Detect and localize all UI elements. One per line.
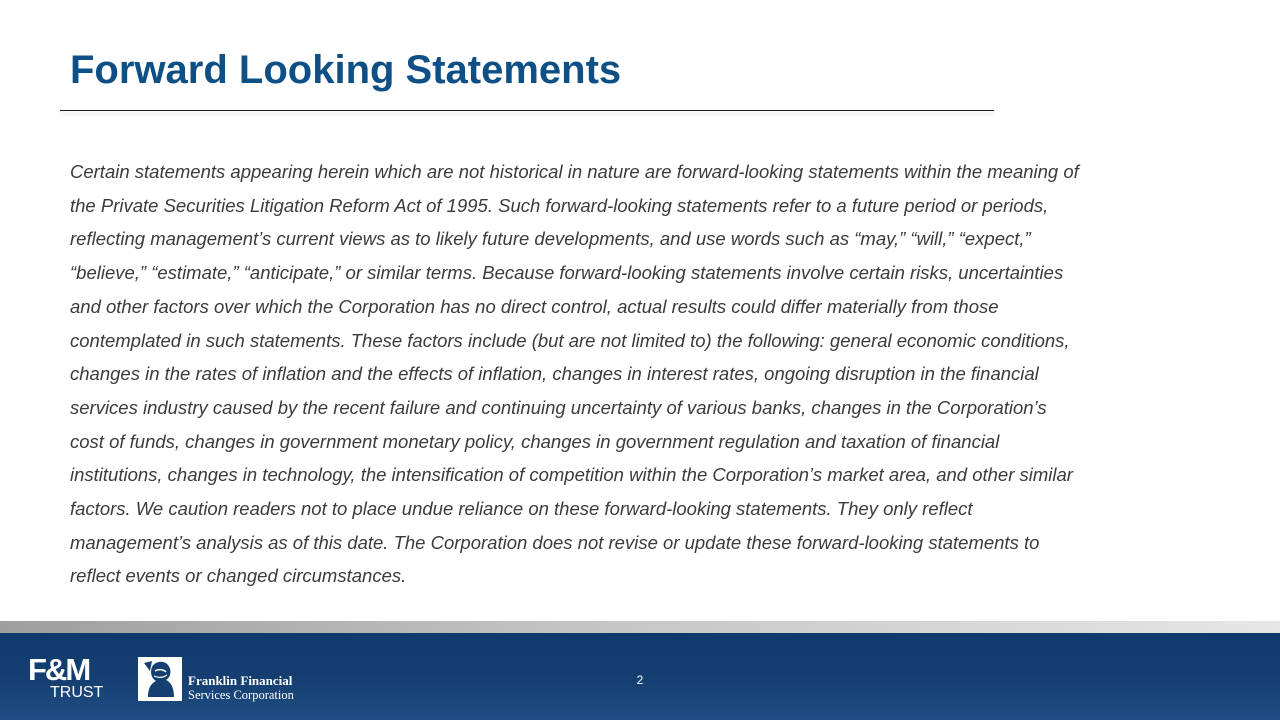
disclaimer-line: changes in the rates of inflation and the effects of inflation, changes in interest rates, ongoing disruption in the financial — [70, 363, 1039, 385]
fm-logo-trust: TRUST — [50, 684, 104, 701]
fm-trust-logo — [28, 652, 112, 705]
footer-accent-band — [0, 621, 1280, 633]
disclaimer-line: management’s analysis as of this date. The Corporation does not revise or update these forward-looking statements to — [70, 531, 1040, 553]
disclaimer-line: and other factors over which the Corporation has no direct control, actual results could differ materially from those — [70, 295, 999, 317]
footer-bar — [0, 633, 1280, 720]
disclaimer-line: contemplated in such statements. These factors include (but are not limited to) the following: general economic conditions, — [70, 329, 1070, 351]
disclaimer-line: reflecting management’s current views as to likely future developments, and use words such as “may,” “will,” “expect,” — [70, 228, 1031, 250]
disclaimer-line: factors. We caution readers not to place undue reliance on these forward-looking statements. They only reflect — [70, 498, 973, 520]
disclaimer-line: “believe,” “estimate,” “anticipate,” or similar terms. Because forward-looking statements involve certain risks, uncertainties — [70, 262, 1064, 284]
fm-logo-mark: F&M — [28, 652, 90, 687]
portrait-emblem-icon — [138, 657, 182, 701]
ffs-name-line2: Services Corporation — [188, 688, 294, 702]
disclaimer-line: Certain statements appearing herein which are not historical in nature are forward-looking statements within the meaning of — [70, 161, 1079, 182]
disclaimer-line: cost of funds, changes in government monetary policy, changes in government regulation and taxation of financial — [70, 430, 1000, 452]
ffs-name-line1: Franklin Financial — [188, 673, 293, 688]
slide-title: Forward Looking Statements — [70, 48, 622, 92]
title-underline — [60, 110, 994, 111]
disclaimer-body — [70, 155, 1180, 593]
disclaimer-line: reflect events or changed circumstances. — [70, 565, 407, 587]
page-number: 2 — [636, 673, 644, 687]
disclaimer-line: services industry caused by the recent failure and continuing uncertainty of various banks, changes in the Corporation’s — [70, 396, 1047, 418]
disclaimer-line: institutions, changes in technology, the intensification of competition within the Corporation’s market area, and other similar — [70, 464, 1073, 486]
ffs-logo-text — [188, 673, 294, 703]
disclaimer-line: the Private Securities Litigation Reform Act of 1995. Such forward-looking statements refer to a future period or periods, — [70, 194, 1049, 216]
